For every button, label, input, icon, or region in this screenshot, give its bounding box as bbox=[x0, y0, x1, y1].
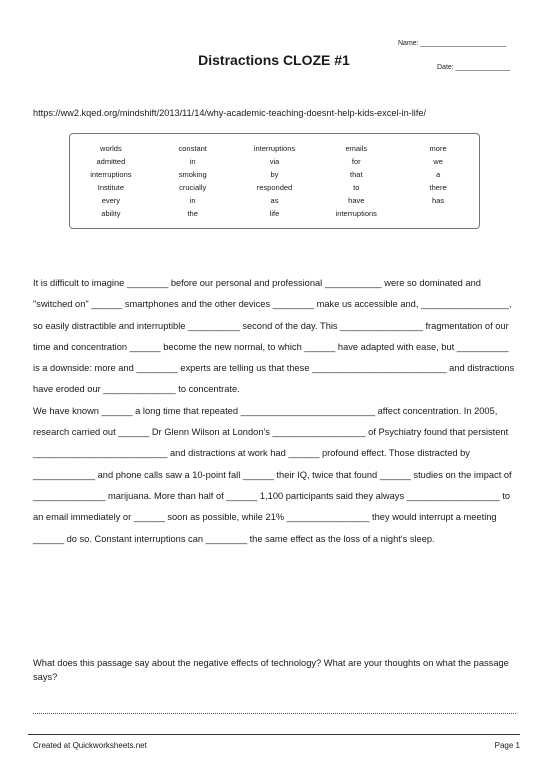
word-bank-word: every bbox=[101, 196, 121, 205]
word-bank-word: a bbox=[436, 170, 441, 179]
word-bank-word: via bbox=[269, 157, 280, 166]
word-bank-word: ability bbox=[101, 209, 121, 218]
word-bank-word: to bbox=[353, 183, 360, 192]
word-bank-word: admitted bbox=[96, 157, 126, 166]
cloze-passage bbox=[33, 273, 517, 550]
name-field-label: Name: ______________________ bbox=[398, 40, 507, 47]
word-bank-word: more bbox=[429, 144, 447, 153]
answer-line bbox=[33, 713, 516, 714]
word-bank-word: by bbox=[270, 170, 279, 179]
word-bank-word: Institute bbox=[97, 183, 125, 192]
date-field-label: Date: ______________ bbox=[437, 64, 511, 71]
footer-divider bbox=[28, 734, 520, 735]
word-bank-word: crucially bbox=[179, 183, 207, 192]
word-bank-word: there bbox=[429, 183, 447, 192]
word-bank-word: responded bbox=[256, 183, 293, 192]
source-url: https://ww2.kqed.org/mindshift/2013/11/14/why-academic-teaching-doesnt-help-kids-excel-in-life/ bbox=[33, 108, 427, 118]
word-bank-word: we bbox=[433, 157, 443, 166]
word-bank-word: the bbox=[187, 209, 198, 218]
word-bank-word: constant bbox=[178, 144, 207, 153]
word-bank-word bbox=[397, 207, 479, 220]
word-bank-word: as bbox=[270, 196, 279, 205]
word-bank-word: smoking bbox=[178, 170, 207, 179]
word-bank-word: life bbox=[269, 209, 280, 218]
word-bank-word: has bbox=[432, 196, 445, 205]
word-bank-word: for bbox=[351, 157, 361, 166]
word-bank-word: emails bbox=[345, 144, 368, 153]
word-bank-box bbox=[69, 133, 480, 229]
page-number: Page 1 bbox=[494, 741, 520, 750]
discussion-question: What does this passage say about the negative effects of technology? What are your thoughts on what the passage says? bbox=[33, 658, 509, 682]
word-bank-grid bbox=[70, 142, 479, 220]
word-bank-word: in bbox=[189, 196, 196, 205]
word-bank-word: worlds bbox=[100, 144, 122, 153]
word-bank-word: that bbox=[350, 170, 363, 179]
word-bank-word: interruptions bbox=[90, 170, 132, 179]
page-title: Distractions CLOZE #1 bbox=[198, 52, 350, 68]
passage-paragraph-1: It is difficult to imagine ________ before our personal and professional ___________ were so dominated and "switched on" ______ smartphones and the other devices ________ make us accessible and, _________________, so easily distractible and interruptible __________ second of the day. This ________________ fragmentation of our time and concentration ______ become the new normal, to which ______ have adapted with ease, but __________ is a downside: more and ________ experts are telling us that these __________________________ and distractions have eroded our ______________ to concentrate. bbox=[33, 278, 515, 395]
footer-credit: Created at Quickworksheets.net bbox=[33, 741, 147, 750]
word-bank-word: in bbox=[189, 157, 196, 166]
word-bank-word: have bbox=[348, 196, 365, 205]
passage-paragraph-2: We have known ______ a long time that repeated __________________________ affect concentration. In 2005, research carried out ______ Dr Glenn Wilson at London's __________________ of Psychiatry found that persistent __________________________ and distractions at work had ______ profound effect. Those distracted by ____________ and phone calls saw a 10-point fall ______ their IQ, twice that found ______ studies on the impact of ______________ marijuana. More than half of ______ 1,100 participants said they always __________________ to an email immediately or ______ soon as possible, while 21% ________________ they would interrupt a meeting ______ do so. Constant interruptions can ________ the same effect as the loss of a night's sleep. bbox=[33, 405, 512, 544]
word-bank-word: interruptions bbox=[335, 209, 377, 218]
word-bank-word: interruptions bbox=[253, 144, 296, 153]
